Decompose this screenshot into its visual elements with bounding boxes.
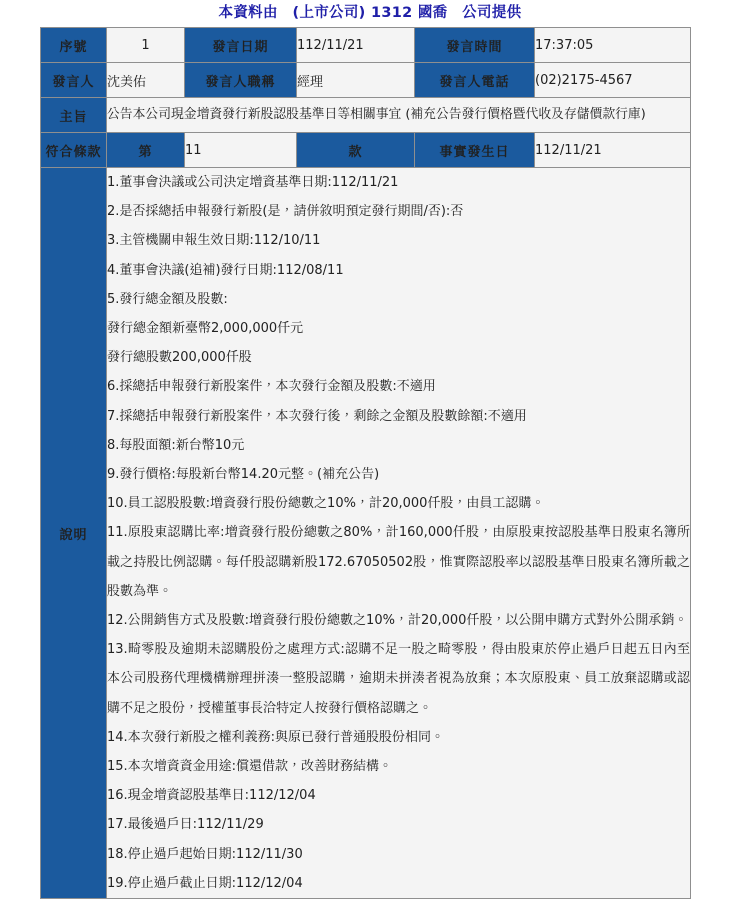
description-item: 發行總股數200,000仟股 (107, 350, 252, 366)
article-value: 11 (185, 133, 297, 168)
description-item: 11.原股東認購比率:增資發行股份總數之80%，計160,000仟股，由原股東按認股基準日股東名簿所載之持股比例認購。每仟股認購新股172.67050502股，惟實際認股率以認股基準日股東名簿所載之股數為準。 (107, 525, 690, 599)
table-row (41, 63, 691, 98)
description-item: 19.停止過戶截止日期:112/12/04 (107, 875, 303, 891)
description-item: 4.董事會決議(追補)發行日期:112/08/11 (107, 262, 344, 278)
speech-date-value: 112/11/21 (297, 28, 415, 63)
speech-date-label: 發言日期 (185, 28, 297, 63)
description-item: 16.現金增資認股基準日:112/12/04 (107, 788, 316, 804)
sequence-label: 序號 (41, 28, 107, 63)
clause-label: 符合條款 (41, 133, 107, 168)
description-item: 10.員工認股股數:增資發行股份總數之10%，計20,000仟股，由員工認購。 (107, 496, 545, 512)
article-label: 第 (107, 133, 185, 168)
event-date-value: 112/11/21 (535, 133, 691, 168)
description-item: 6.採總括申報發行新股案件，本次發行金額及股數:不適用 (107, 379, 436, 395)
subject-label: 主旨 (41, 98, 107, 133)
description-item: 7.採總括申報發行新股案件，本次發行後，剩餘之金額及股數餘額:不適用 (107, 408, 527, 424)
spokesperson-value: 沈美佑 (107, 63, 185, 98)
spokesperson-phone-label: 發言人電話 (415, 63, 535, 98)
table-row (41, 168, 691, 899)
subject-value: 公告本公司現金增資發行新股認股基準日等相關事宜 (補充公告發行價格暨代收及存儲價款行庫) (107, 98, 691, 133)
event-date-label: 事實發生日 (415, 133, 535, 168)
description-label: 說明 (41, 168, 107, 899)
speech-time-label: 發言時間 (415, 28, 535, 63)
description-item: 2.是否採總括申報發行新股(是，請併敘明預定發行期間/否):否 (107, 204, 464, 220)
table-row (41, 98, 691, 133)
table-row (41, 28, 691, 63)
description-item: 17.最後過戶日:112/11/29 (107, 817, 264, 833)
description-item: 9.發行價格:每股新台幣14.20元整。(補充公告) (107, 467, 380, 483)
description-item: 15.本次增資資金用途:償還借款，改善財務結構。 (107, 759, 393, 775)
description-item: 3.主管機關申報生效日期:112/10/11 (107, 233, 321, 249)
description-item: 13.畸零股及逾期未認購股份之處理方式:認購不足一股之畸零股，得由股東於停止過戶日起五日內至本公司股務代理機構辦理拼湊一整股認購，逾期未拼湊者視為放棄；本次原股東、員工放棄認購或認購不足之股份，授權董事長洽特定人按發行價格認購之。 (107, 642, 690, 716)
spokesperson-title-value: 經理 (297, 63, 415, 98)
table-row (41, 133, 691, 168)
speech-time-value: 17:37:05 (535, 28, 691, 63)
description-item: 14.本次發行新股之權利義務:與原已發行普通股股份相同。 (107, 729, 445, 745)
sequence-value: 1 (107, 28, 185, 63)
spokesperson-phone-value: (02)2175-4567 (535, 63, 691, 98)
description-item: 1.董事會決議或公司決定增資基準日期:112/11/21 (107, 175, 399, 190)
page-title: 本資料由 (上市公司) 1312 國喬 公司提供 (218, 5, 522, 21)
spokesperson-label: 發言人 (41, 63, 107, 98)
description-item: 5.發行總金額及股數: (107, 291, 228, 307)
description-body (107, 168, 691, 899)
item-label: 款 (297, 133, 415, 168)
description-item: 8.每股面額:新台幣10元 (107, 437, 245, 453)
spokesperson-title-label: 發言人職稱 (185, 63, 297, 98)
description-item: 18.停止過戶起始日期:112/11/30 (107, 846, 303, 862)
description-list (107, 168, 690, 898)
description-item: 發行總金額新臺幣2,000,000仟元 (107, 321, 304, 337)
description-item: 12.公開銷售方式及股數:增資發行股份總數之10%，計20,000仟股，以公開申購方式對外公開承銷。 (107, 613, 688, 629)
announcement-table (40, 27, 691, 899)
